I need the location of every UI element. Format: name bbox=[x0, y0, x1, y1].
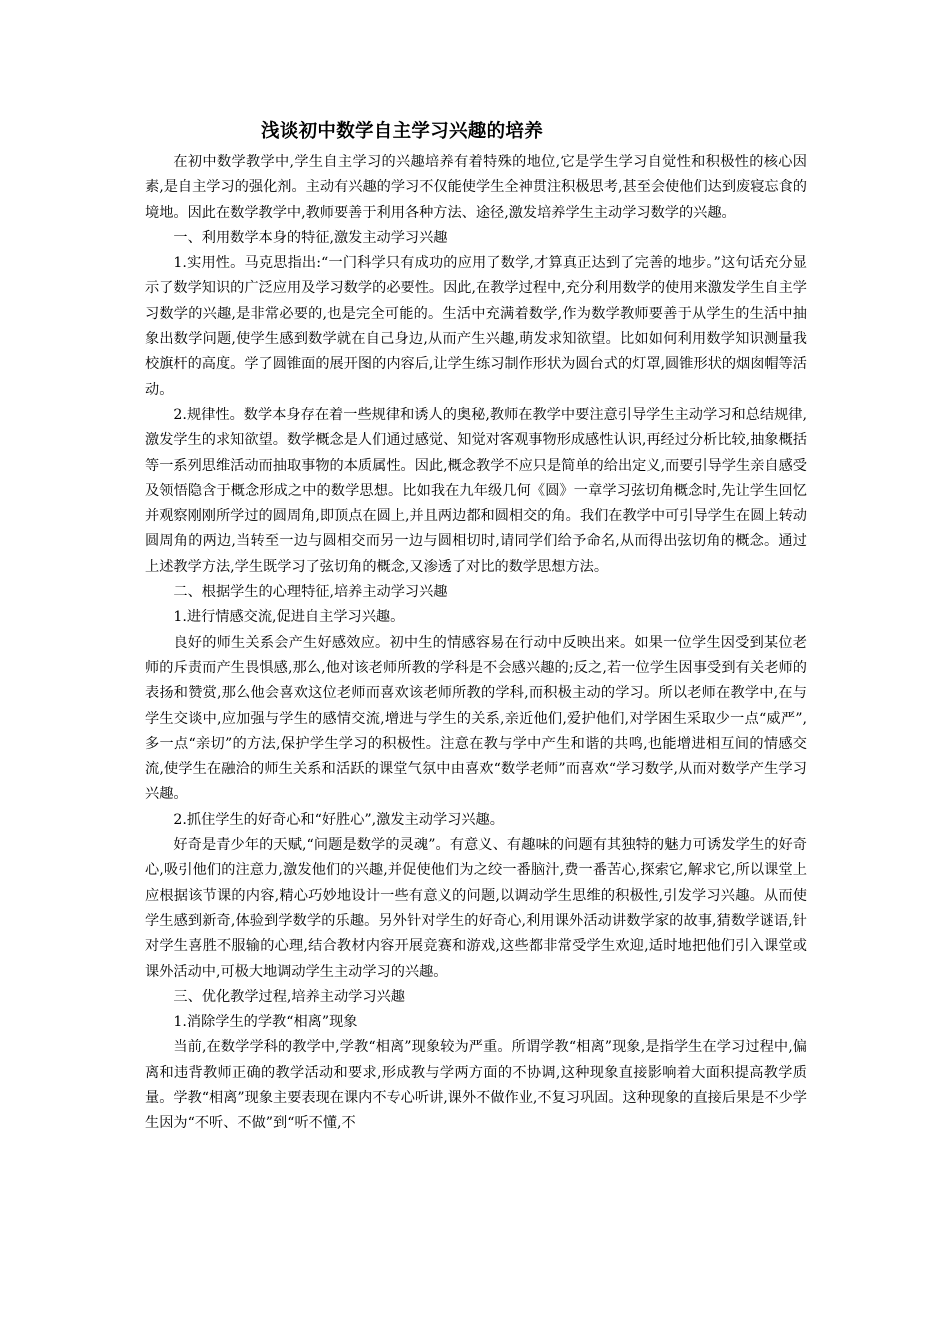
paragraph-curiosity: 好奇是青少年的天赋,“问题是数学的灵魂”。有意义、有趣味的问题有其独特的魅力可诱发学生的好奇心,吸引他们的注意力,激发他们的兴趣,并促使他们为之绞一番脑汁,费一番苦心,探索它,解求它,所以课堂上应根据该节课的内容,精心巧妙地设计一些有意义的问题,以调动学生思维的积极性,引发学习兴趣。从而使学生感到新奇,体验到学数学的乐趣。另外针对学生的好奇心,利用课外活动讲数学家的故事,猜数学谜语,针对学生喜胜不服输的心理,结合教材内容开展竞赛和游戏,这些都非常受学生欢迎,适时地把他们引入课堂或课外活动中,可极大地调动学生主动学习的兴趣。 bbox=[145, 837, 807, 980]
section-heading-3: 三、优化教学过程,培养主动学习兴趣 bbox=[173, 988, 405, 1005]
paragraph-intro: 在初中数学教学中,学生自主学习的兴趣培养有着特殊的地位,它是学生学习自觉性和积极性的核心因素,是自主学习的强化剂。主动有兴趣的学习不仅能使学生全神贯注积极思考,甚至会使他们达到废寝忘食的境地。因此在数学教学中,教师要善于利用各种方法、途径,激发培养学生主动学习数学的兴趣。 bbox=[145, 154, 807, 221]
section-heading-1: 一、利用数学本身的特征,激发主动学习兴趣 bbox=[173, 229, 448, 246]
subheading-curiosity: 2.抓住学生的好奇心和“好胜心”,激发主动学习兴趣。 bbox=[173, 811, 504, 828]
subheading-emotion: 1.进行情感交流,促进自主学习兴趣。 bbox=[173, 609, 405, 626]
section-heading-2: 二、根据学生的心理特征,培养主动学习兴趣 bbox=[173, 584, 448, 601]
document-page bbox=[145, 118, 807, 1137]
document-title: 浅谈初中数学自主学习兴趣的培养 bbox=[261, 121, 544, 142]
paragraph-practicality: 1.实用性。马克思指出:“一门科学只有成功的应用了数学,才算真正达到了完善的地步。”这句话充分显示了数学知识的广泛应用及学习数学的必要性。因此,在教学过程中,充分利用数学的使用来激发学生自主学习数学的兴趣,是非常必要的,也是完全可能的。生活中充满着数学,作为数学教师要善于从学生的生活中抽象出数学问题,使学生感到数学就在自己身边,从而产生兴趣,萌发求知欲望。比如如何利用数学知识测量我校旗杆的高度。学了圆锥面的展开图的内容后,让学生练习制作形状为圆台式的灯罩,圆锥形状的烟囱帽等活动。 bbox=[145, 255, 807, 398]
document-body bbox=[145, 150, 807, 1137]
subheading-separation: 1.消除学生的学教“相离”现象 bbox=[173, 1014, 358, 1031]
paragraph-separation: 当前,在数学学科的教学中,学教“相离”现象较为严重。所谓学教“相离”现象,是指学生在学习过程中,偏离和违背教师正确的教学活动和要求,形成教与学两方面的不协调,这种现象直接影响着大面积提高教学质量。学教“相离”现象主要表现在课内不专心听讲,课外不做作业,不复习巩固。这种现象的直接后果是不少学生因为“不听、不做”到“听不懂,不 bbox=[145, 1039, 807, 1132]
paragraph-emotion: 良好的师生关系会产生好感效应。初中生的情感容易在行动中反映出来。如果一位学生因受到某位老师的斥责而产生畏惧感,那么,他对该老师所教的学科是不会感兴趣的;反之,若一位学生因事受到有关老师的表扬和赞赏,那么他会喜欢这位老师而喜欢该老师所教的学科,而积极主动的学习。所以老师在教学中,在与学生交谈中,应加强与学生的感情交流,增进与学生的关系,亲近他们,爱护他们,对学困生采取少一点“威严”,多一点“亲切”的方法,保护学生学习的积极性。注意在教与学中产生和谐的共鸣,也能增进相互间的情感交流,使学生在融洽的师生关系和活跃的课堂气氛中由喜欢“数学老师”而喜欢“学习数学,从而对数学产生学习兴趣。 bbox=[145, 634, 807, 803]
paragraph-regularity: 2.规律性。数学本身存在着一些规律和诱人的奥秘,教师在教学中要注意引导学生主动学习和总结规律,激发学生的求知欲望。数学概念是人们通过感觉、知觉对客观事物形成感性认识,再经过分析比较,抽象概括等一系列思维活动而抽取事物的本质属性。因此,概念教学不应只是简单的给出定义,而要引导学生亲自感受及领悟隐含于概念形成之中的数学思想。比如我在九年级几何《圆》一章学习弦切角概念时,先让学生回忆并观察刚刚所学过的圆周角,即顶点在圆上,并且两边都和圆相交的角。我们在教学中可引导学生在圆上转动圆周角的两边,当转至一边与圆相交而另一边与圆相切时,请同学们给予命名,从而得出弦切角的概念。通过上述教学方法,学生既学习了弦切角的概念,又渗透了对比的数学思想方法。 bbox=[145, 406, 807, 575]
